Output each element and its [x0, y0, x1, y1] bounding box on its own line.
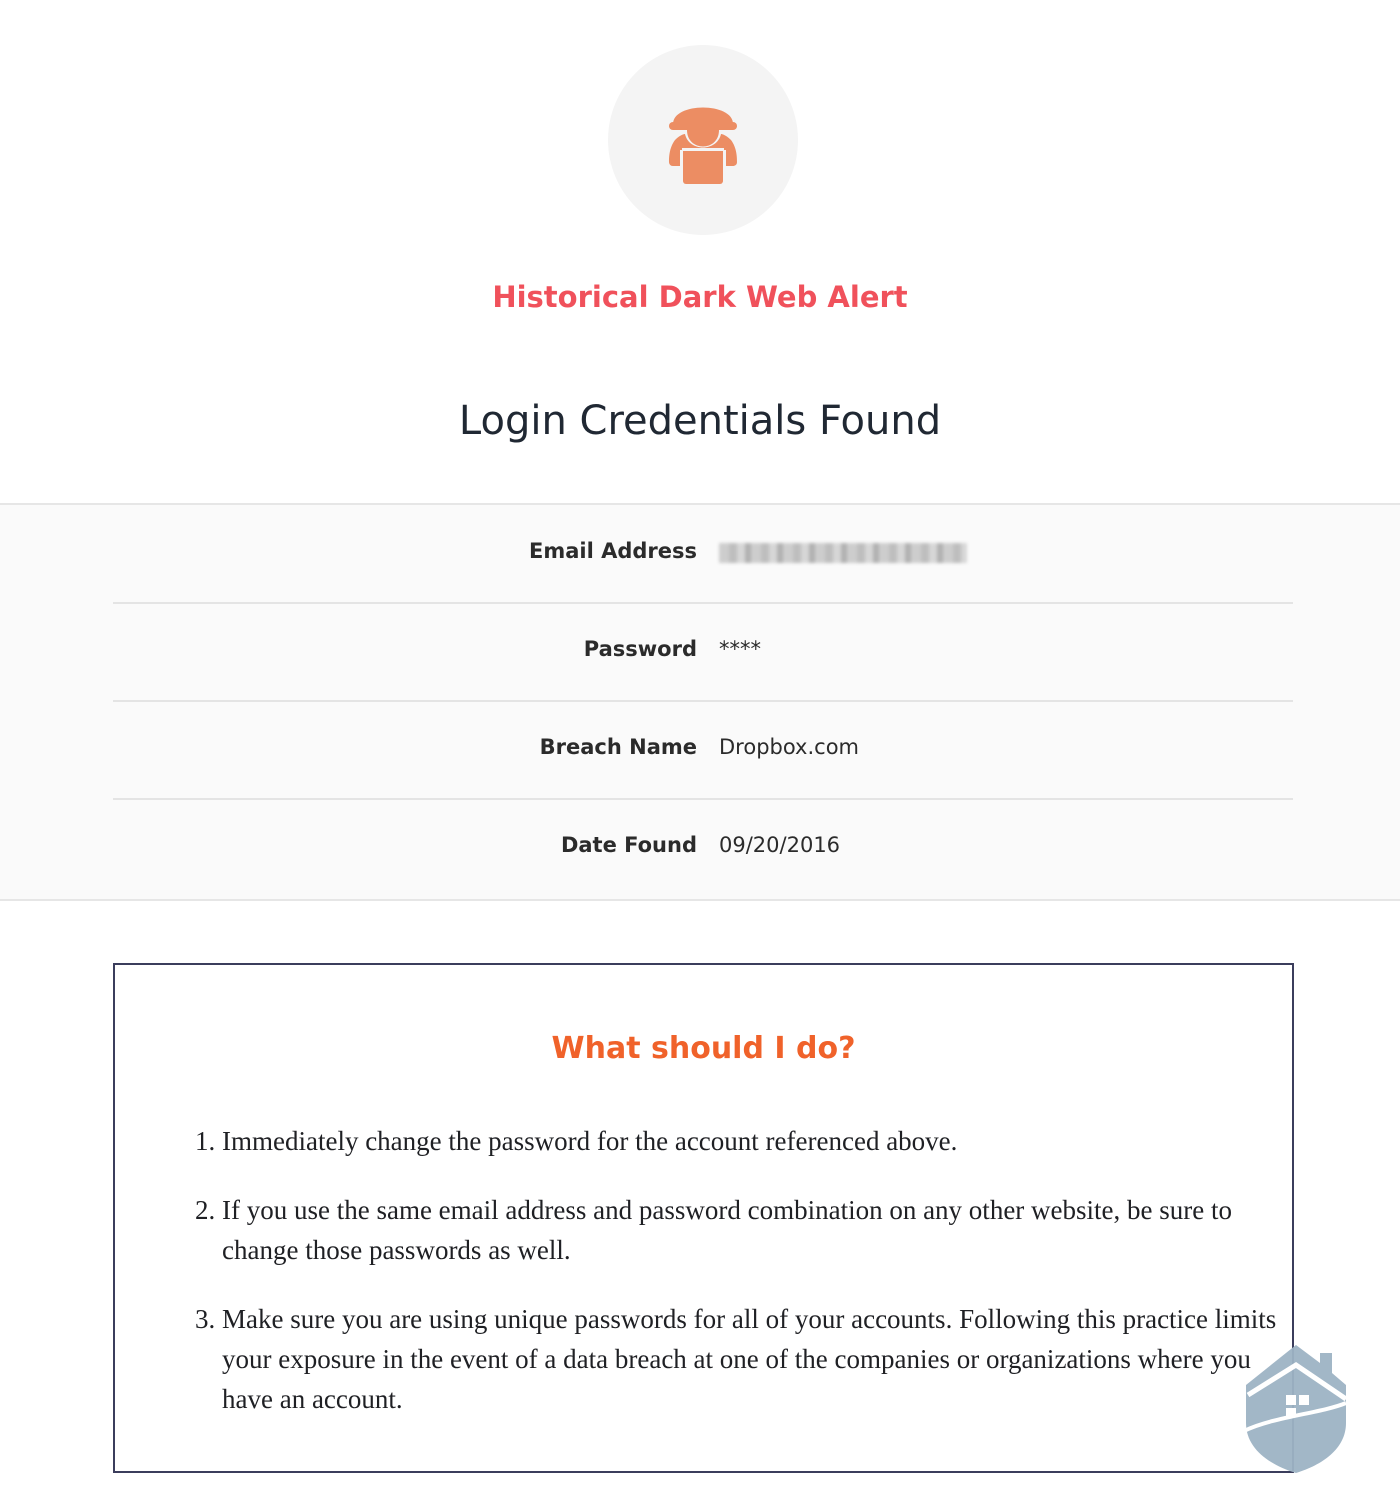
detail-label: Email Address	[528, 539, 697, 563]
detail-value: 09/20/2016	[719, 833, 841, 857]
house-shield-logo-icon	[1242, 1343, 1350, 1473]
hacker-icon	[655, 94, 751, 186]
credentials-details	[0, 503, 1400, 901]
page-title: Login Credentials Found	[458, 398, 942, 444]
advice-step: 2. If you use the same email address and password combination on any other website, be sure to change those passwords as well.	[222, 1190, 1292, 1270]
detail-value: ****	[719, 637, 761, 661]
detail-row-date-found	[113, 799, 1293, 896]
advice-step: 3. Make sure you are using unique passwords for all of your accounts. Following this practice limits your exposure in the event of a data breach at one of the companies or organizations where you have an account.	[222, 1299, 1292, 1419]
detail-row-password	[113, 603, 1293, 702]
hacker-avatar	[608, 45, 798, 235]
detail-row-email	[113, 505, 1293, 604]
advice-title: What should I do?	[551, 1031, 856, 1066]
advice-step: 1. Immediately change the password for the account referenced above.	[222, 1121, 1292, 1161]
detail-value: Dropbox.com	[719, 735, 860, 759]
redacted-email-value	[719, 539, 967, 568]
detail-label: Password	[583, 637, 697, 661]
detail-row-breach-name	[113, 701, 1293, 800]
alert-title: Historical Dark Web Alert	[492, 280, 908, 314]
advice-steps	[193, 1121, 1292, 1448]
detail-label: Breach Name	[539, 735, 697, 759]
detail-label: Date Found	[560, 833, 697, 857]
advice-box	[113, 963, 1294, 1473]
